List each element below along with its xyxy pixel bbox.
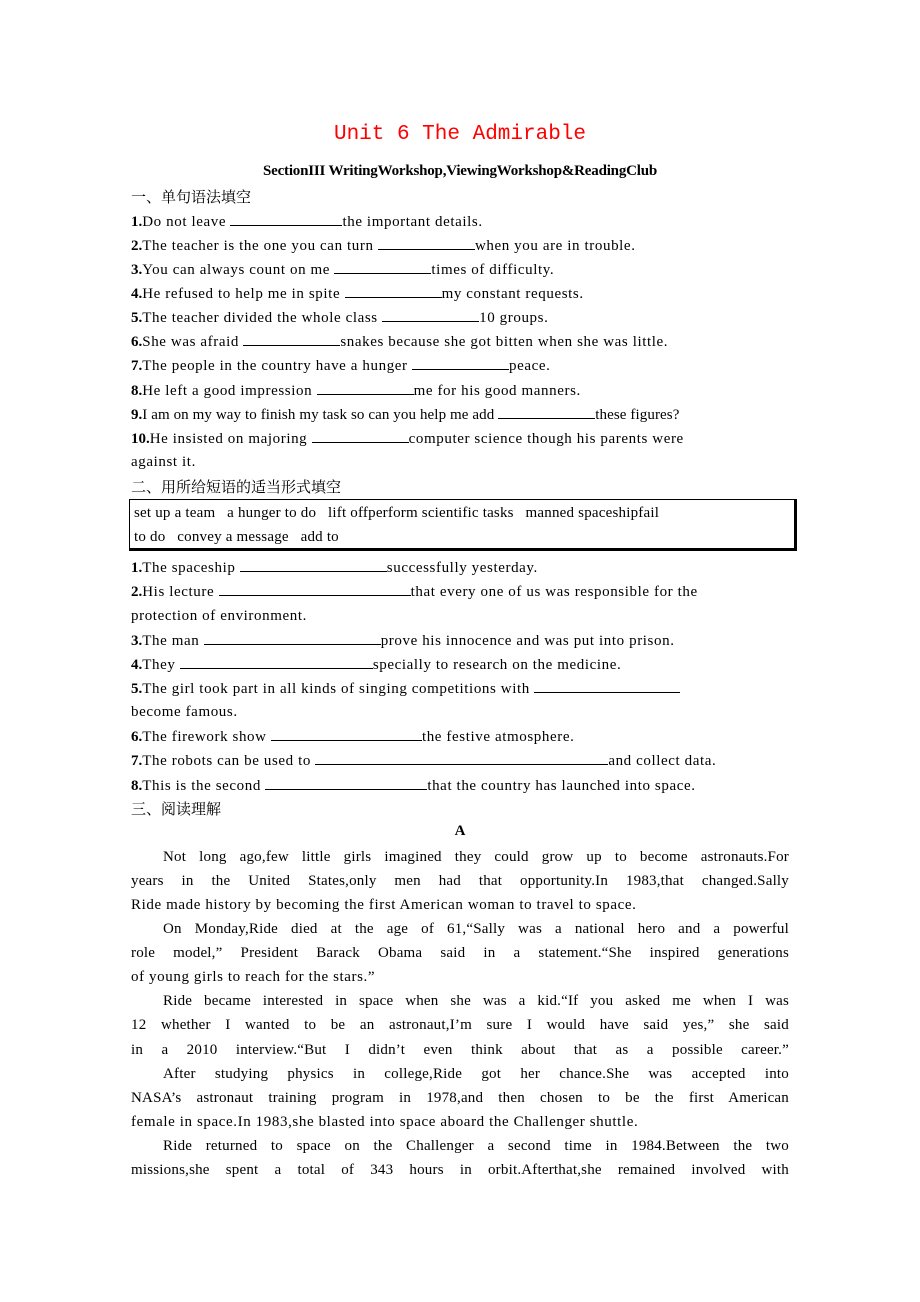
question-text: the festive atmosphere. bbox=[421, 729, 575, 745]
question-text: I am on my way to finish my task so can you help me add bbox=[142, 407, 499, 423]
question-text: Do not leave bbox=[142, 214, 231, 230]
passage-line: role model,” President Barack Obama said in a statement.“She inspired generations bbox=[131, 945, 789, 961]
passage-line: years in the United States,only men had that opportunity.In 1983,that changed.Sally bbox=[131, 873, 789, 889]
s1-question-8 bbox=[131, 380, 581, 401]
question-text: when you are in trouble. bbox=[474, 238, 636, 254]
answer-blank[interactable] bbox=[312, 428, 409, 443]
question-text: that the country has launched into space. bbox=[427, 778, 696, 794]
question-text: This is the second bbox=[142, 778, 266, 794]
question-text: that every one of us was responsible for the bbox=[410, 584, 698, 600]
s1-question-5 bbox=[131, 307, 548, 328]
question-text: The teacher is the one you can turn bbox=[142, 238, 378, 254]
question-number: 5. bbox=[131, 681, 143, 697]
phrase-box-line-1: set up a team a hunger to do lift offperform scientific tasks manned spaceshipfail bbox=[134, 505, 660, 521]
question-text: computer science though his parents were bbox=[408, 431, 684, 447]
answer-blank[interactable] bbox=[230, 211, 342, 226]
question-text: times of difficulty. bbox=[431, 262, 555, 278]
question-text: The spaceship bbox=[142, 560, 240, 576]
passage-line: Ride became interested in space when she was a kid.“If you asked me when I was bbox=[163, 993, 789, 1009]
question-text: The robots can be used to bbox=[142, 753, 316, 769]
document-subtitle: SectionIII WritingWorkshop,ViewingWorkshop&ReadingClub bbox=[262, 163, 658, 179]
passage-line: Ride returned to space on the Challenger a second time in 1984.Between the two bbox=[163, 1138, 789, 1154]
question-text: The girl took part in all kinds of singing competitions with bbox=[142, 681, 535, 697]
answer-blank[interactable] bbox=[219, 581, 411, 596]
question-number: 7. bbox=[131, 753, 143, 769]
question-text: The teacher divided the whole class bbox=[142, 310, 383, 326]
question-text: The man bbox=[142, 633, 204, 649]
s1-question-3 bbox=[131, 259, 554, 280]
s2-question-5 bbox=[131, 678, 680, 699]
question-text: His lecture bbox=[142, 584, 219, 600]
s2-question-3 bbox=[131, 630, 675, 651]
s1-question-4 bbox=[131, 283, 584, 304]
passage-label: A bbox=[454, 823, 466, 839]
passage-line: On Monday,Ride died at the age of 61,“Sally was a national hero and a powerful bbox=[163, 921, 789, 937]
question-number: 4. bbox=[131, 657, 143, 673]
phrase-box-line-2: to do convey a message add to bbox=[134, 529, 339, 545]
answer-blank[interactable] bbox=[534, 678, 680, 693]
question-number: 5. bbox=[131, 310, 143, 326]
answer-blank[interactable] bbox=[498, 404, 595, 419]
question-number: 10. bbox=[131, 431, 150, 447]
question-text: He insisted on majoring bbox=[149, 431, 312, 447]
passage-line: missions,she spent a total of 343 hours in orbit.Afterthat,she remained involved with bbox=[131, 1162, 789, 1178]
answer-blank[interactable] bbox=[345, 283, 442, 298]
answer-blank[interactable] bbox=[317, 380, 414, 395]
document-title: Unit 6 The Admirable bbox=[333, 123, 587, 146]
phrase-box bbox=[129, 499, 797, 551]
answer-blank[interactable] bbox=[315, 750, 608, 765]
answer-blank[interactable] bbox=[271, 726, 422, 741]
question-number: 3. bbox=[131, 633, 143, 649]
question-number: 7. bbox=[131, 358, 143, 374]
answer-blank[interactable] bbox=[412, 355, 509, 370]
answer-blank[interactable] bbox=[180, 654, 373, 669]
question-text: me for his good manners. bbox=[413, 383, 581, 399]
question-text: peace. bbox=[509, 358, 551, 374]
question-number: 8. bbox=[131, 778, 143, 794]
question-number: 2. bbox=[131, 584, 143, 600]
question-text: and collect data. bbox=[608, 753, 717, 769]
answer-blank[interactable] bbox=[378, 235, 475, 250]
question-number: 8. bbox=[131, 383, 143, 399]
answer-blank[interactable] bbox=[382, 307, 479, 322]
s1-question-10-cont: against it. bbox=[131, 454, 196, 470]
s2-question-2 bbox=[131, 581, 698, 602]
s2-question-7 bbox=[131, 750, 716, 771]
question-text: specially to research on the medicine. bbox=[372, 657, 622, 673]
passage-line: NASA’s astronaut training program in 1978,and then chosen to be the first American bbox=[131, 1090, 789, 1106]
s1-question-7 bbox=[131, 355, 550, 376]
s1-question-10 bbox=[131, 428, 684, 449]
question-number: 1. bbox=[131, 214, 143, 230]
question-text: these figures? bbox=[595, 407, 680, 423]
question-text: She was afraid bbox=[142, 334, 244, 350]
question-text: my constant requests. bbox=[441, 286, 584, 302]
s2-question-1 bbox=[131, 557, 538, 578]
answer-blank[interactable] bbox=[204, 630, 381, 645]
s1-question-1 bbox=[131, 211, 483, 232]
question-number: 6. bbox=[131, 334, 143, 350]
passage-line: Ride made history by becoming the first American woman to travel to space. bbox=[131, 897, 637, 913]
question-text: He left a good impression bbox=[142, 383, 317, 399]
s1-question-2 bbox=[131, 235, 636, 256]
s2-question-8 bbox=[131, 775, 696, 796]
question-text: The people in the country have a hunger bbox=[142, 358, 412, 374]
section1-heading: 一、单句语法填空 bbox=[131, 188, 252, 206]
section2-heading: 二、用所给短语的适当形式填空 bbox=[131, 478, 342, 496]
question-text: prove his innocence and was put into prison. bbox=[380, 633, 675, 649]
passage-line: Not long ago,few little girls imagined they could grow up to become astronauts.For bbox=[163, 849, 789, 865]
passage-line: of young girls to reach for the stars.” bbox=[131, 969, 376, 985]
question-text: They bbox=[142, 657, 180, 673]
question-text: The firework show bbox=[142, 729, 271, 745]
answer-blank[interactable] bbox=[265, 775, 427, 790]
question-number: 3. bbox=[131, 262, 143, 278]
question-text: successfully yesterday. bbox=[386, 560, 538, 576]
s2-question-4 bbox=[131, 654, 621, 675]
answer-blank[interactable] bbox=[334, 259, 431, 274]
passage-line: female in space.In 1983,she blasted into space aboard the Challenger shuttle. bbox=[131, 1114, 639, 1130]
answer-blank[interactable] bbox=[243, 331, 340, 346]
question-number: 4. bbox=[131, 286, 143, 302]
question-text: He refused to help me in spite bbox=[142, 286, 345, 302]
passage-line: 12 whether I wanted to be an astronaut,I’m sure I would have said yes,” she said bbox=[131, 1017, 789, 1033]
question-number: 6. bbox=[131, 729, 143, 745]
question-text: snakes because she got bitten when she was little. bbox=[340, 334, 669, 350]
question-number: 1. bbox=[131, 560, 143, 576]
question-text: the important details. bbox=[342, 214, 483, 230]
section3-heading: 三、阅读理解 bbox=[131, 800, 222, 818]
s1-question-6 bbox=[131, 331, 668, 352]
passage-line: in a 2010 interview.“But I didn’t even think about that as a possible career.” bbox=[131, 1042, 789, 1058]
question-number: 2. bbox=[131, 238, 143, 254]
s1-question-9 bbox=[131, 404, 680, 425]
s2-question-2-cont: protection of environment. bbox=[131, 608, 307, 624]
question-text: You can always count on me bbox=[142, 262, 335, 278]
s2-question-5-cont: become famous. bbox=[131, 704, 238, 720]
passage-line: After studying physics in college,Ride got her chance.She was accepted into bbox=[163, 1066, 789, 1082]
answer-blank[interactable] bbox=[240, 557, 387, 572]
s2-question-6 bbox=[131, 726, 574, 747]
question-number: 9. bbox=[131, 407, 143, 423]
question-text: 10 groups. bbox=[479, 310, 549, 326]
